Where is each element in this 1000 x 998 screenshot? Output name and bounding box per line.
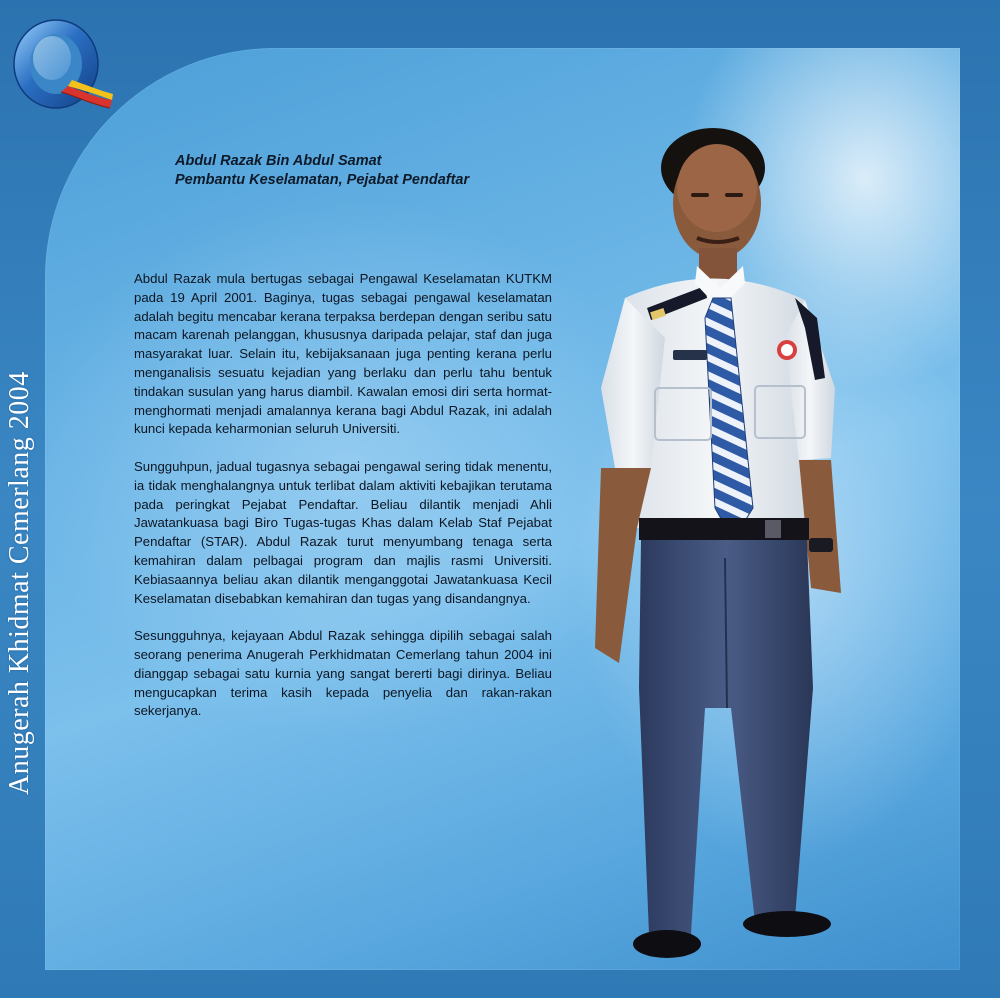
paragraph-1: Abdul Razak mula bertugas sebagai Pengawal Keselamatan KUTKM pada 19 April 2001. Baginya, tugas sebagai pengawal keselamatan adalah begitu mencabar kerana terpaksa berdepan dengan seribu satu macam karenah pelanggan, khususnya daripada pelajar, staf dan juga masyarakat luar. Selain itu, kebijaksanaan juga penting kerana perlu menganalisis sesuatu kejadian yang berlaku dan perlu tahu bentuk tindakan susulan yang harus diambil. Kawalan emosi diri serta hormat-menghormati menjadi amalannya kerana bagi Abdul Razak, ini adalah kunci kepada keharmonian seluruh Universiti. [134,271,552,437]
content-panel [45,48,960,970]
profile-position: Pembantu Keselamatan, Pejabat Pendaftar [175,172,470,188]
profile-body [134,270,552,740]
q-logo-icon [6,12,116,122]
paragraph-2: Sungguhpun, jadual tugasnya sebagai pengawal sering tidak menentu, ia tidak menghalangnya untuk terlibat dalam aktiviti kebajikan terutama pada peringkat Pejabat Pendaftar. Beliau dilantik menjadi Ahli Jawatankuasa bagi Biro Tugas-tugas Khas dalam Kelab Staf Pejabat Pendaftar (STAR). Abdul Razak turut menyumbang tenaga serta kemahiran dalam pelbagai program dan majlis rasmi Universiti. Kebiasaannya beliau akan dilantik menganggotai Jawatankuasa Kecil Keselamatan disebabkan kemahiran dan tugas yang disandangnya. [134,458,552,606]
person-photo [555,88,855,968]
profile-header [175,152,469,190]
profile-name: Abdul Razak Bin Abdul Samat [175,153,382,169]
side-title: Anugerah Khidmat Cemerlang 2004 [4,371,35,795]
q-logo [6,12,116,122]
paragraph-3: Sesungguhnya, kejayaan Abdul Razak sehingga dipilih sebagai salah seorang penerima Anugerah Perkhidmatan Cemerlang tahun 2004 ini dianggap sebagai satu kurnia yang sangat bererti bagi dirinya. Beliau mengucapkan terima kasih kepada penyelia dan rakan-rakan sekerjanya. [134,628,552,719]
